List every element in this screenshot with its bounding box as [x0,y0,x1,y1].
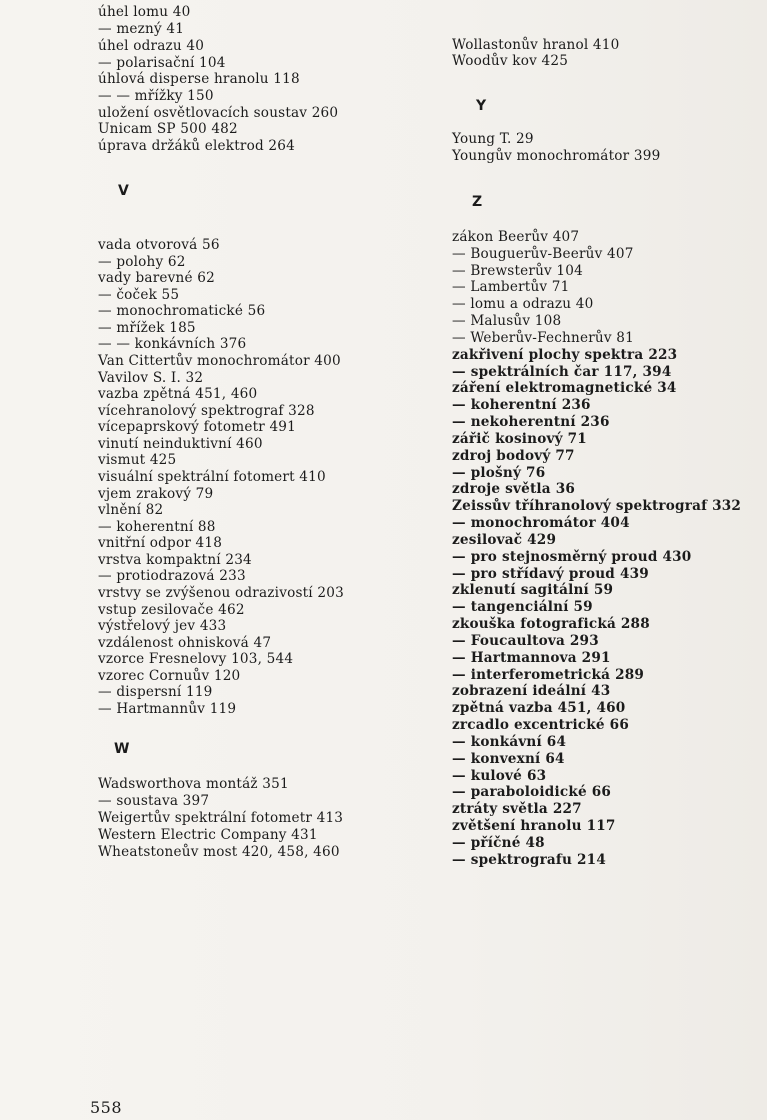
index-entry: zakřivení plochy spektra 223 [452,347,678,363]
index-entry: zobrazení ideální 43 [452,683,611,699]
index-entry: — kulové 63 [452,768,547,784]
index-entry: — konvexní 64 [452,751,565,767]
index-entry: uložení osvětlovacích soustav 260 [98,105,339,121]
index-entry: — mřížek 185 [98,320,196,336]
index-entry: — monochromatické 56 [98,303,266,319]
index-entry: — nekoherentní 236 [452,414,610,430]
index-entry: úhlová disperse hranolu 118 [98,71,300,87]
index-entry: vady barevné 62 [98,270,215,286]
index-entry: Unicam SP 500 482 [98,121,238,137]
index-entry: Zeissův tříhranolový spektrograf 332 [452,498,742,514]
index-entry: — lomu a odrazu 40 [452,296,594,312]
index-entry: zkouška fotografická 288 [452,616,650,632]
index-entry: vlnění 82 [98,502,164,518]
index-entry: — Hartmannova 291 [452,650,611,666]
index-entry: — Malusův 108 [452,313,562,329]
index-entry: — pro střídavý proud 439 [452,566,649,582]
index-entry: Van Cittertův monochromátor 400 [98,353,341,369]
index-entry: zesilovač 429 [452,532,557,548]
index-entry: vstup zesilovače 462 [98,602,245,618]
index-entry: — spektrografu 214 [452,852,606,868]
index-entry: vada otvorová 56 [98,237,220,253]
index-entry: vrstva kompaktní 234 [98,552,252,568]
index-entry: — paraboloidické 66 [452,784,612,800]
section-heading-v: V [118,183,129,199]
index-entry: — koherentní 236 [452,397,591,413]
index-entry: vinutí neinduktivní 460 [98,436,263,452]
index-entry: — protiodrazová 233 [98,568,246,584]
index-entry: zákon Beerův 407 [452,229,580,245]
index-entry: vismut 425 [98,452,177,468]
section-heading-z: Z [472,194,483,210]
index-entry: Young T. 29 [452,131,534,147]
index-entry: vzdálenost ohnisková 47 [98,635,272,651]
index-entry: vzorce Fresnelovy 103, 544 [98,651,294,667]
index-entry: — konkávní 64 [452,734,567,750]
index-entry: Weigertův spektrální fotometr 413 [98,810,344,826]
index-entry: vazba zpětná 451, 460 [98,386,258,402]
index-entry: — Weberův-Fechnerův 81 [452,330,634,346]
index-entry: visuální spektrální fotomert 410 [98,469,326,485]
index-entry: — polohy 62 [98,254,186,270]
index-entry: — Foucaultova 293 [452,633,599,649]
index-entry: — soustava 397 [98,793,210,809]
section-heading-w: W [114,741,130,757]
index-entry: Youngův monochromátor 399 [452,148,661,164]
index-entry: zdroje světla 36 [452,481,576,497]
index-entry: — polarisační 104 [98,55,226,71]
index-entry: — Brewsterův 104 [452,263,583,279]
index-entry: vrstvy se zvýšenou odrazivostí 203 [98,585,344,601]
index-entry: úprava držáků elektrod 264 [98,138,295,154]
index-entry: vícehranolový spektrograf 328 [98,403,315,419]
index-entry: Wadsworthova montáž 351 [98,776,289,792]
index-entry: — příčné 48 [452,835,545,851]
index-entry: záření elektromagnetické 34 [452,380,677,396]
index-entry: Woodův kov 425 [452,53,569,69]
index-entry: zpětná vazba 451, 460 [452,700,626,716]
index-entry: Vavilov S. I. 32 [98,370,204,386]
index-entry: Wheatstoneův most 420, 458, 460 [98,844,340,860]
index-entry: — plošný 76 [452,465,546,481]
index-entry: — — mřížky 150 [98,88,214,104]
index-entry: úhel lomu 40 [98,4,191,20]
index-entry: zdroj bodový 77 [452,448,575,464]
section-heading-y: Y [476,98,487,114]
index-entry: vzorec Cornuův 120 [98,668,241,684]
page-number: 558 [90,1098,123,1117]
index-entry: zrcadlo excentrické 66 [452,717,629,733]
index-entry: — čoček 55 [98,287,180,303]
index-entry: vícepaprskový fotometr 491 [98,419,296,435]
index-entry: zářič kosinový 71 [452,431,587,447]
index-entry: zklenutí sagitální 59 [452,582,614,598]
index-entry: — mezný 41 [98,21,185,37]
index-entry: — Hartmannův 119 [98,701,237,717]
index-entry: úhel odrazu 40 [98,38,205,54]
index-entry: — pro stejnosměrný proud 430 [452,549,692,565]
index-entry: vjem zrakový 79 [98,486,214,502]
index-entry: Wollastonův hranol 410 [452,37,620,53]
index-entry: — — konkávních 376 [98,336,247,352]
index-entry: — monochromátor 404 [452,515,630,531]
index-entry: vnitřní odpor 418 [98,535,223,551]
index-entry: ztráty světla 227 [452,801,582,817]
index-entry: — Lambertův 71 [452,279,570,295]
index-entry: — tangenciální 59 [452,599,593,615]
index-entry: Western Electric Company 431 [98,827,318,843]
index-entry: výstřelový jev 433 [98,618,227,634]
index-entry: — interferometrická 289 [452,667,645,683]
index-entry: zvětšení hranolu 117 [452,818,616,834]
index-entry: — dispersní 119 [98,684,213,700]
index-entry: — koherentní 88 [98,519,216,535]
index-entry: — Bouguerův-Beerův 407 [452,246,634,262]
index-entry: — spektrálních čar 117, 394 [452,364,672,380]
